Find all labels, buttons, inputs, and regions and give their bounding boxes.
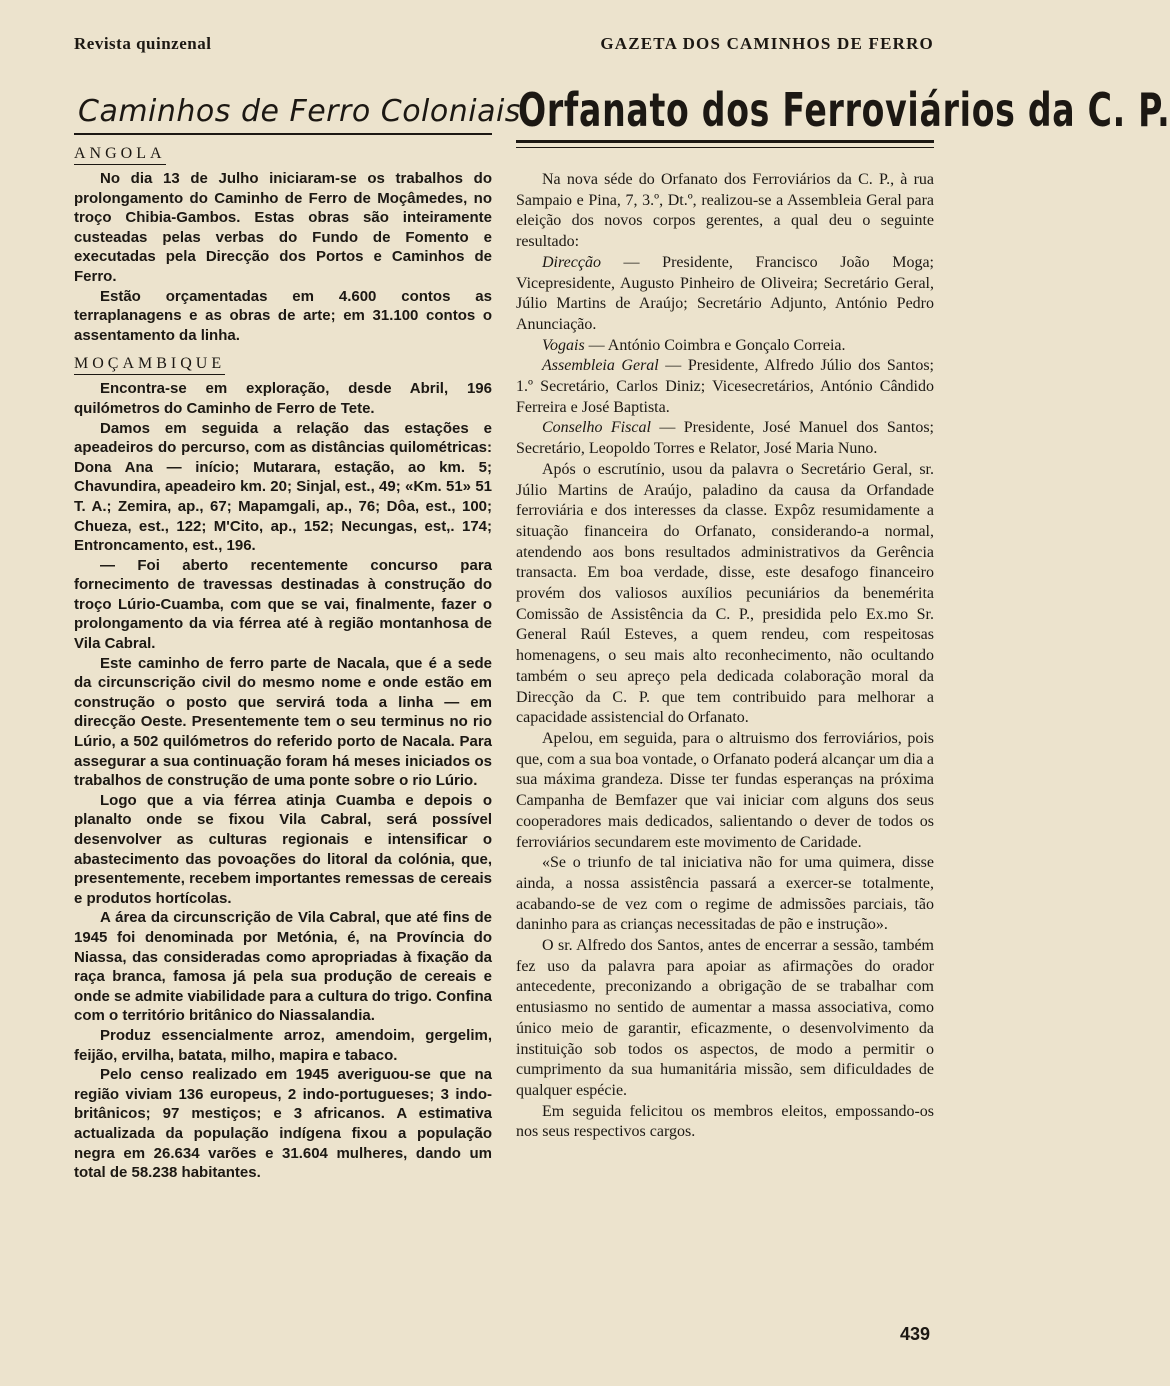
paragraph: Encontra-se em exploração, desde Abril, 196 quilómetros do Caminho de Ferro de Tete.: [74, 380, 492, 417]
paragraph: Em seguida felicitou os membros eleitos, empossando-os nos seus respectivos cargos.: [516, 1102, 934, 1141]
left-article-title: Caminhos de Ferro Coloniais: [78, 94, 521, 129]
role-paragraph: [516, 356, 934, 418]
paragraph: — Foi aberto recentemente concurso para fornecimento de travessas destinadas à construção do troço Lúrio-Cuamba, com que se vai, finalmente, fazer o prolongamento da via férrea até à região montanhosa de Vila Cabral.: [74, 556, 492, 653]
role-paragraph: [516, 418, 934, 459]
left-column: [74, 90, 521, 1183]
paragraph: Após o escrutínio, usou da palavra o Secretário Geral, sr. Júlio Martins de Araújo, paladino da causa da Orfandade ferroviária e dos interesses da classe. Expôz resumidamente a situação financeira do Orfanato, considerando-a normal, atendendo aos bons resultados administrativos da Gerência transacta. Em boa verdade, disse, este desafogo financeiro provém dos valiosos auxílios pecuniários da benemérita Comissão de Assistência da C. P., presidida pelo Ex.mo Sr. General Raúl Esteves, a quem rendeu, com respeitosas homenagens, o seu mais alto reconhecimento, não ocultando também o seu apreço pela dedicada colaboração moral da Direcção da C. P. que tem contribuido para melhorar a capacidade assistencial do Orfanato.: [516, 460, 934, 727]
role-text: — Presidente, Alfredo Júlio dos Santos; 1.º Secretário, Carlos Diniz; Vicesecretários, António Cândido Ferreira e José Baptista.: [516, 357, 935, 416]
title-rule-thin: [516, 147, 934, 148]
role-paragraph: [516, 336, 934, 357]
paragraph: Apelou, em seguida, para o altruismo dos ferroviários, pois que, com a sua boa vontade, o Orfanato poderá alcançar um dia a sua máxima grandeza. Disse ter fundas esperanças na próxima Campanha de Bemfazer que vai iniciar com alguns dos seus cooperadores mais dedicados, salientando o dever de todos os ferroviários secundarem este movimento de Caridade.: [516, 729, 934, 851]
paragraph: Este caminho de ferro parte de Nacala, que é a sede da circunscrição civil do mesmo nome e onde estão em construção o posto que servirá toda a linha — em direcção Oeste. Presentemente tem o seu terminus no rio Lúrio, a 502 quilómetros do referido porto de Nacala. Para assegurar a sua continuação foram há meses iniciados os trabalhos de construção de uma ponte sobre o rio Lúrio.: [74, 654, 492, 790]
intro-paragraph: Na nova séde do Orfanato dos Ferroviários da C. P., à rua Sampaio e Pina, 7, 3.º, Dt.º, realizou-se a Assembleia Geral para eleição dos novos corpos gerentes, a qual deu o seguinte resultado:: [516, 171, 934, 251]
section-mocambique: [74, 345, 492, 1182]
page-number: 439: [899, 1324, 930, 1344]
header-left: Revista quinzenal: [74, 34, 212, 53]
header-right: GAZETA DOS CAMINHOS DE FERRO: [600, 34, 934, 53]
section-angola: [74, 135, 492, 345]
paragraph: A área da circunscrição de Vila Cabral, que até fins de 1945 foi denominada por Metónia, é, na Província do Niassa, das consideradas como apropriadas à fixação da raça branca, famosa já pela sua produção de cereais e onde se admite viabilidade para a cultura do trigo. Confina com o território britânico do Niassalandia.: [74, 909, 492, 1025]
running-header: [74, 34, 934, 54]
section-heading: ANGOLA: [74, 145, 166, 165]
role-text: — Presidente, José Manuel dos Santos; Secretário, Leopoldo Torres e Relator, José Maria Nuno.: [516, 419, 935, 458]
paragraph: No dia 13 de Julho iniciaram-se os trabalhos do prolongamento do Caminho de Ferro de Moçâmedes, no troço Chibia-Gambos. Estas obras são inteiramente custeadas pelas verbas do Fundo de Fomento e executadas pela Direcção dos Portos e Caminhos de Ferro.: [74, 170, 492, 285]
right-column: [516, 83, 1170, 1143]
title-rule-thick: [516, 140, 934, 143]
role-label: Vogais: [542, 336, 585, 354]
role-text: — Presidente, Francisco João Moga; Vicepresidente, Augusto Pinheiro de Oliveira; Secretário Geral, Júlio Martins de Araújo; Secretário Adjunto, António Pedro Anunciação.: [516, 253, 934, 333]
paragraph: Pelo censo realizado em 1945 averiguou-se que na região viviam 136 europeus, 2 indo-portugueses; 3 indo-britânicos; 97 mestiços; e 3 africanos. A estimativa actualizada da população indígena fixou a população negra em 26.634 varões e 31.604 mulheres, dando um total de 58.238 habitantes.: [74, 1066, 492, 1182]
role-label: Assembleia Geral: [542, 357, 659, 375]
paragraph: «Se o triunfo de tal iniciativa não for uma quimera, disse ainda, a nossa assistência passará a exercer-se totalmente, acabando-se de vez com o regime de admissões parciais, tão daninho para as crianças necessitadas de pão e instrução».: [516, 854, 934, 934]
paragraph: Logo que a via férrea atinja Cuamba e depois o planalto onde se fixou Vila Cabral, será possível desenvolver as culturas regionais e intensificar o abastecimento das povoações do litoral da colónia, que, presentemente, recebem importantes remessas de cereais e produtos hortícolas.: [74, 791, 492, 907]
paragraph: Estão orçamentadas em 4.600 contos as terraplanagens e as obras de arte; em 31.100 contos o assentamento da linha.: [74, 287, 492, 344]
right-article-title: Orfanato dos Ferroviários da C. P.: [518, 83, 1170, 137]
paragraph: O sr. Alfredo dos Santos, antes de encerrar a sessão, também fez uso da palavra para apoiar as afirmações do orador antecedente, preconizando a obrigação de se trabalhar com entusiasmo no sentido de aumentar a massa associativa, como único meio de garantir, eficazmente, o desenvolvimento da instituição sob todos os aspectos, de modo a permitir o cumprimento da sua humanitária missão, sem dificuldades de qualquer espécie.: [516, 937, 934, 1099]
paragraph: Damos em seguida a relação das estações e apeadeiros do percurso, com as distâncias quilométricas: Dona Ana — início; Mutarara, estação, ao km. 5; Chavundira, apeadeiro km. 20; Sinjal, est., 49; «Km. 51» 51 T. A.; Zemira, ap., 67; Mapamgali, ap., 76; Dôa, est., 100; Chueza, est., 122; M'Cito, ap., 152; Necungas, est,. 174; Entroncamento, est., 196.: [74, 419, 492, 555]
role-paragraph: [516, 253, 934, 336]
section-heading: MOÇAMBIQUE: [74, 355, 225, 375]
paragraph: Produz essencialmente arroz, amendoim, gergelim, feijão, ervilha, batata, milho, mapira e tabaco.: [74, 1026, 492, 1064]
role-label: Direcção: [542, 253, 601, 271]
role-text: — António Coimbra e Gonçalo Correia.: [584, 336, 846, 354]
role-label: Conselho Fiscal: [542, 419, 651, 437]
